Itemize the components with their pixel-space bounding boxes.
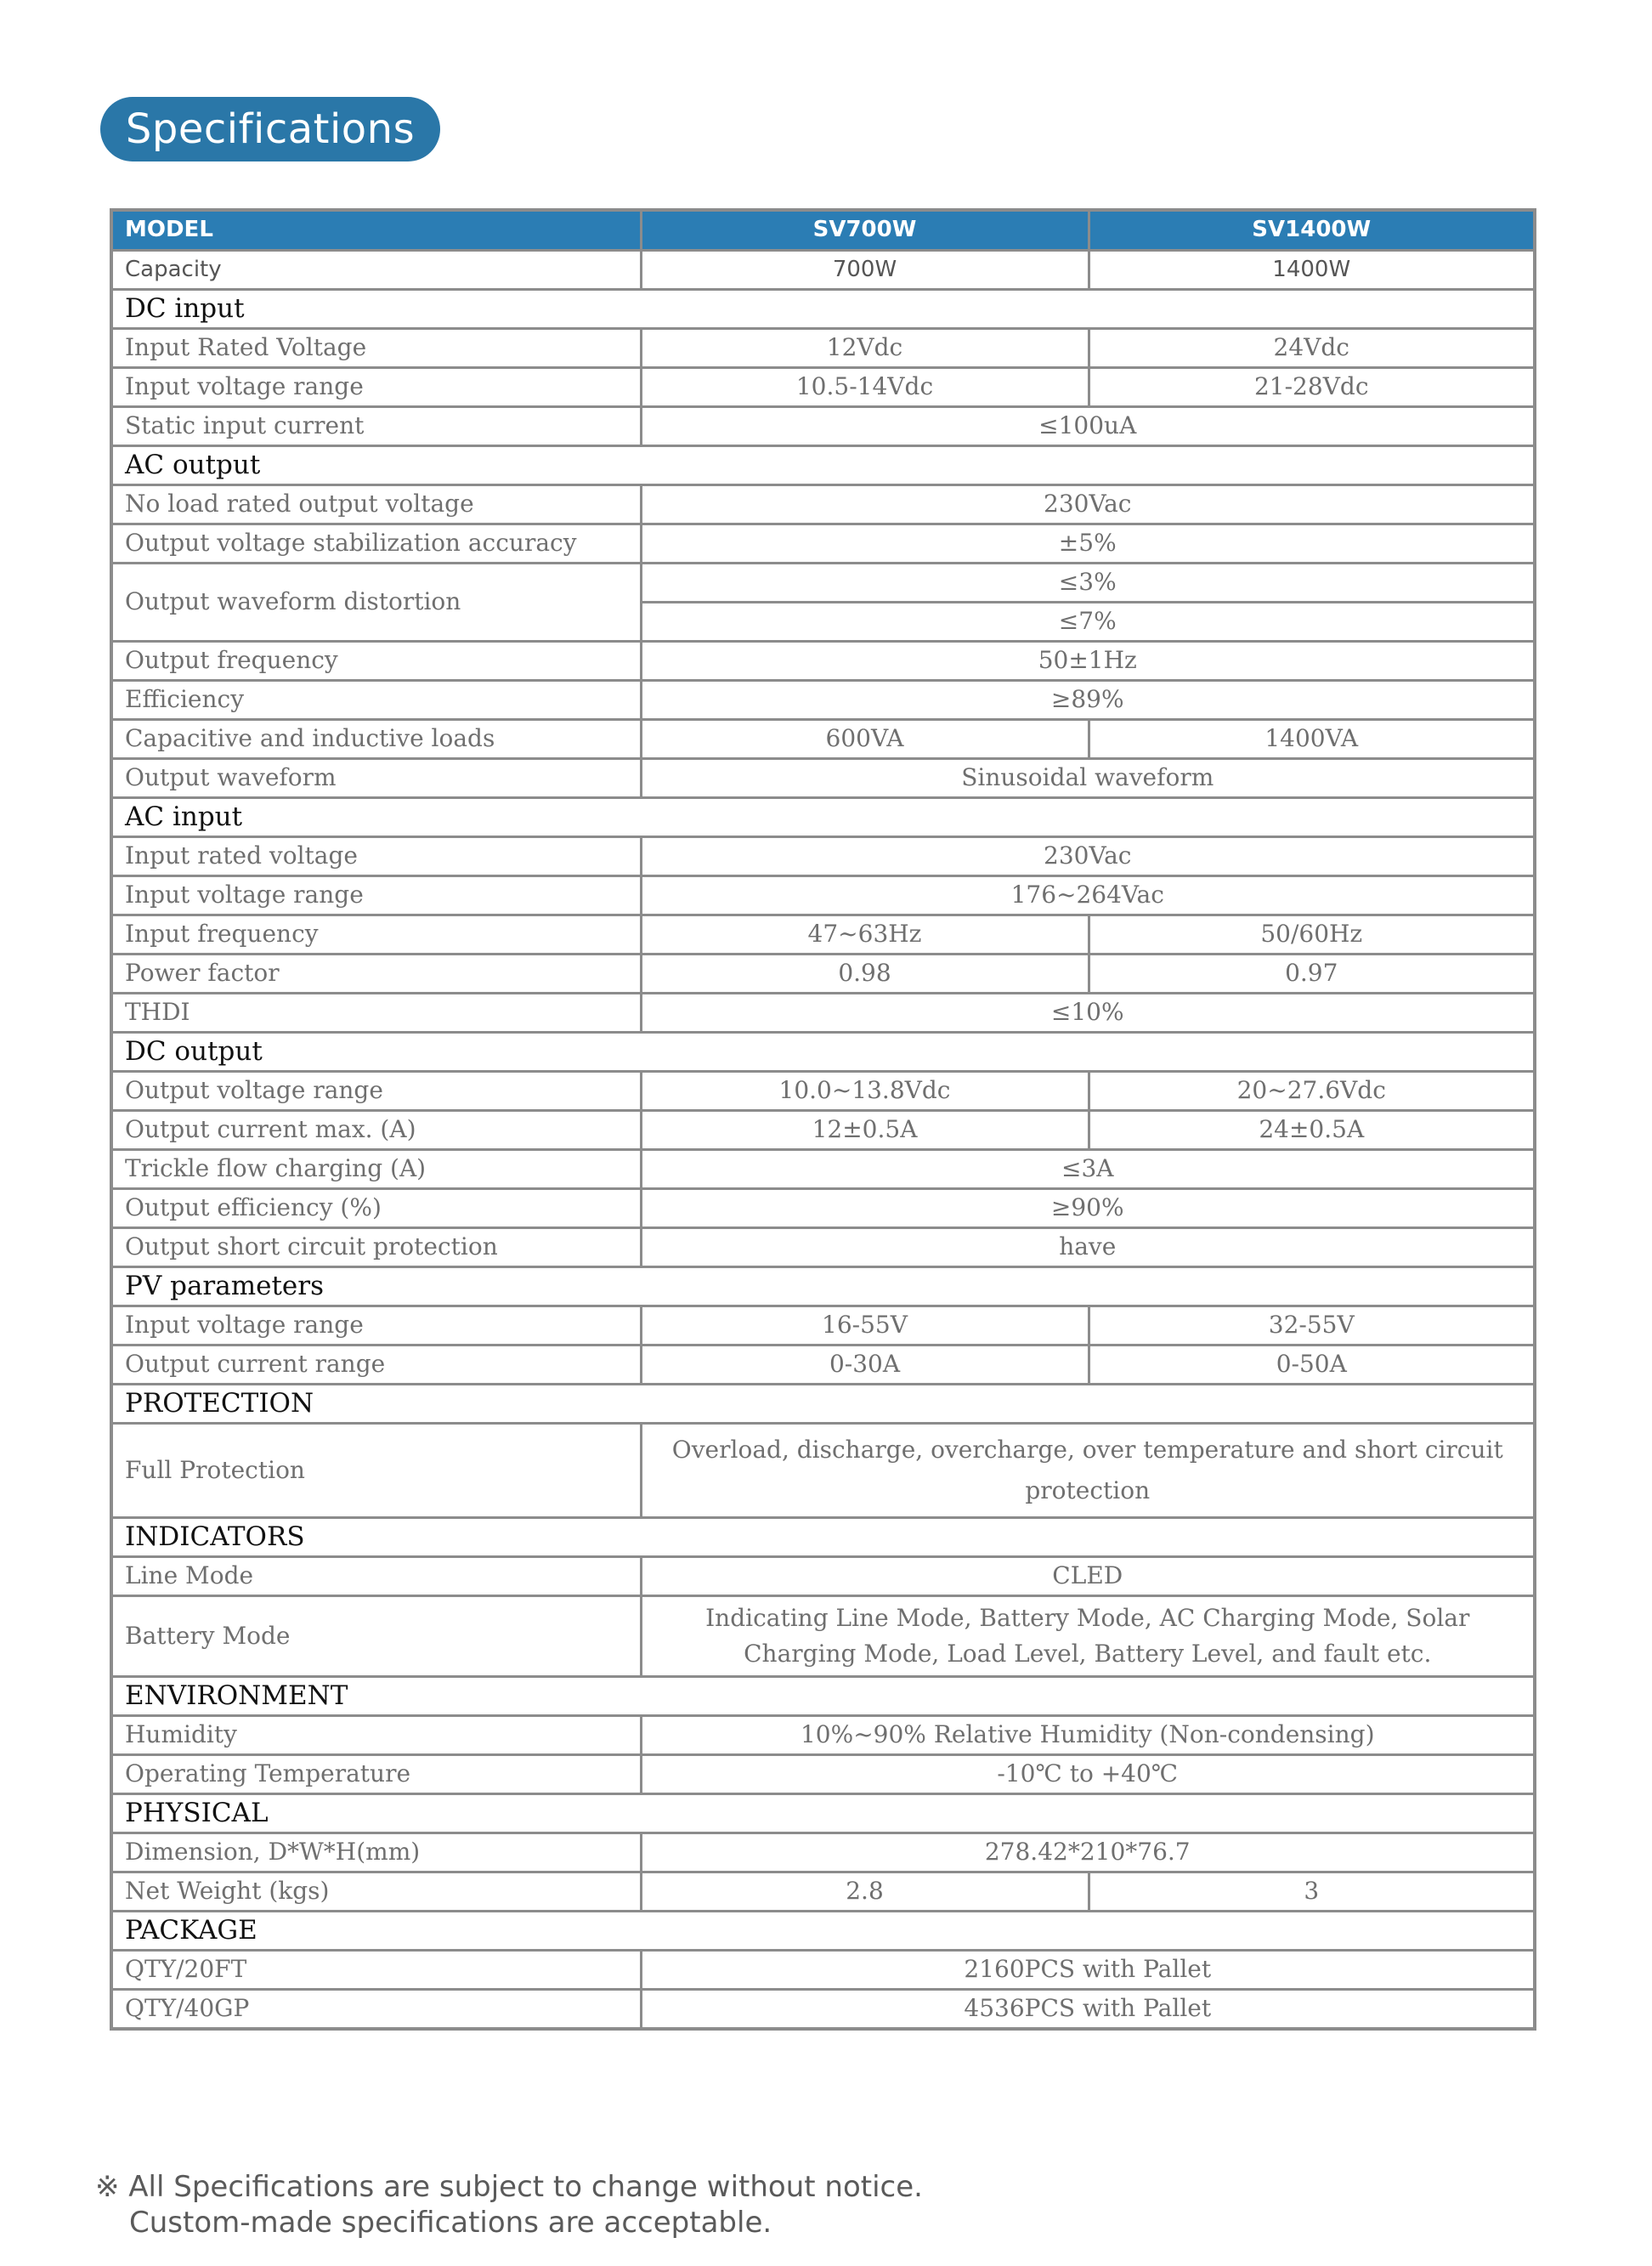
cell-value: 50±1Hz	[641, 642, 1535, 681]
row-label: Input voltage range	[111, 1306, 641, 1345]
section-heading-row	[111, 1385, 1535, 1424]
section-title: AC input	[111, 798, 1535, 837]
cell-value: 600VA	[641, 720, 1089, 759]
row-label: Humidity	[111, 1716, 641, 1755]
section-title: INDICATORS	[111, 1518, 1535, 1557]
cell-value: 10.5-14Vdc	[641, 368, 1089, 407]
table-row	[111, 1557, 1535, 1596]
cell-value: 176~264Vac	[641, 876, 1535, 915]
cell-value: 1400VA	[1089, 720, 1535, 759]
table-row	[111, 564, 1535, 603]
cell-value: 20~27.6Vdc	[1089, 1072, 1535, 1111]
cell-value: 0.98	[641, 955, 1089, 994]
cell-value: 24±0.5A	[1089, 1111, 1535, 1150]
table-row	[111, 1345, 1535, 1385]
cell-value: 700W	[641, 251, 1089, 290]
cell-value: Sinusoidal waveform	[641, 759, 1535, 798]
row-label: Trickle flow charging (A)	[111, 1150, 641, 1189]
cell-value: Indicating Line Mode, Battery Mode, AC Charging Mode, Solar Charging Mode, Load Level, Battery Level, and fault etc.	[641, 1596, 1535, 1677]
section-heading-row	[111, 290, 1535, 329]
table-row	[111, 876, 1535, 915]
cell-value: ≥90%	[641, 1189, 1535, 1228]
table-row	[111, 955, 1535, 994]
table-row	[111, 720, 1535, 759]
row-label: Input Rated Voltage	[111, 329, 641, 368]
cell-value: ±5%	[641, 524, 1535, 564]
row-label: Input rated voltage	[111, 837, 641, 876]
section-title: DC input	[111, 290, 1535, 329]
cell-value: 16-55V	[641, 1306, 1089, 1345]
row-label: Output voltage range	[111, 1072, 641, 1111]
table-header-row	[111, 210, 1535, 251]
cell-value: ≤100uA	[641, 407, 1535, 446]
cell-value: 21-28Vdc	[1089, 368, 1535, 407]
row-label: Output current max. (A)	[111, 1111, 641, 1150]
cell-value: 12Vdc	[641, 329, 1089, 368]
cell-value: Overload, discharge, overcharge, over temperature and short circuit protection	[641, 1424, 1535, 1518]
cell-value: 3	[1089, 1872, 1535, 1912]
section-title: AC output	[111, 446, 1535, 485]
cell-value: 4536PCS with Pallet	[641, 1990, 1535, 2030]
row-label: Capacitive and inductive loads	[111, 720, 641, 759]
row-label: Dimension, D*W*H(mm)	[111, 1833, 641, 1872]
row-label: Input voltage range	[111, 368, 641, 407]
table-row	[111, 251, 1535, 290]
section-title: PHYSICAL	[111, 1794, 1535, 1833]
cell-value: 2.8	[641, 1872, 1089, 1912]
row-label: QTY/20FT	[111, 1951, 641, 1990]
section-heading-row	[111, 446, 1535, 485]
cell-value: 0-30A	[641, 1345, 1089, 1385]
cell-value: ≥89%	[641, 681, 1535, 720]
table-row	[111, 1306, 1535, 1345]
table-row	[111, 1872, 1535, 1912]
cell-value: ≤7%	[641, 603, 1535, 642]
row-label: Output efficiency (%)	[111, 1189, 641, 1228]
cell-value: 10%~90% Relative Humidity (Non-condensing)	[641, 1716, 1535, 1755]
table-row	[111, 1833, 1535, 1872]
row-label: No load rated output voltage	[111, 485, 641, 524]
cell-value: ≤3%	[641, 564, 1535, 603]
footer-note-line-2: Custom-made specifications are acceptable.	[129, 2206, 772, 2240]
section-title: PACKAGE	[111, 1912, 1535, 1951]
table-row	[111, 681, 1535, 720]
cell-value: 12±0.5A	[641, 1111, 1089, 1150]
cell-value: 0.97	[1089, 955, 1535, 994]
cell-value: 50/60Hz	[1089, 915, 1535, 955]
footer-note-line-1: ※ All Specifications are subject to change without notice.	[95, 2170, 923, 2204]
section-heading-row	[111, 798, 1535, 837]
row-label: Output waveform	[111, 759, 641, 798]
cell-value: CLED	[641, 1557, 1535, 1596]
table-row	[111, 1228, 1535, 1267]
cell-value: ≤3A	[641, 1150, 1535, 1189]
row-label: Input voltage range	[111, 876, 641, 915]
cell-value: -10℃ to +40℃	[641, 1755, 1535, 1794]
row-label: Static input current	[111, 407, 641, 446]
row-label: Net Weight (kgs)	[111, 1872, 641, 1912]
section-heading-row	[111, 1677, 1535, 1716]
row-label: Output voltage stabilization accuracy	[111, 524, 641, 564]
table-row	[111, 994, 1535, 1033]
section-heading-row	[111, 1912, 1535, 1951]
section-title: ENVIRONMENT	[111, 1677, 1535, 1716]
header-model: MODEL	[111, 210, 641, 251]
specifications-table	[110, 208, 1536, 2031]
section-title: DC output	[111, 1033, 1535, 1072]
row-label: Output waveform distortion	[111, 564, 641, 642]
section-heading-row	[111, 1267, 1535, 1306]
cell-value: 47~63Hz	[641, 915, 1089, 955]
row-label: Battery Mode	[111, 1596, 641, 1677]
cell-value: 230Vac	[641, 485, 1535, 524]
table-row	[111, 1072, 1535, 1111]
row-label: Full Protection	[111, 1424, 641, 1518]
table-row	[111, 1990, 1535, 2030]
header-sv1400w: SV1400W	[1089, 210, 1535, 251]
table-row	[111, 1424, 1535, 1518]
section-heading-row	[111, 1033, 1535, 1072]
row-label: THDI	[111, 994, 641, 1033]
table-row	[111, 642, 1535, 681]
row-label: Capacity	[111, 251, 641, 290]
header-sv700w: SV700W	[641, 210, 1089, 251]
row-label: Line Mode	[111, 1557, 641, 1596]
cell-value: 278.42*210*76.7	[641, 1833, 1535, 1872]
table-row	[111, 1111, 1535, 1150]
table-row	[111, 407, 1535, 446]
table-row	[111, 915, 1535, 955]
section-title: PROTECTION	[111, 1385, 1535, 1424]
table-row	[111, 1596, 1535, 1677]
row-label: Input frequency	[111, 915, 641, 955]
table-row	[111, 329, 1535, 368]
cell-value: 24Vdc	[1089, 329, 1535, 368]
section-heading-row	[111, 1518, 1535, 1557]
row-label: Power factor	[111, 955, 641, 994]
table-row	[111, 368, 1535, 407]
table-row	[111, 1716, 1535, 1755]
cell-value: 2160PCS with Pallet	[641, 1951, 1535, 1990]
cell-value: 230Vac	[641, 837, 1535, 876]
cell-value: 1400W	[1089, 251, 1535, 290]
table-row	[111, 485, 1535, 524]
cell-value: 10.0~13.8Vdc	[641, 1072, 1089, 1111]
table-row	[111, 1189, 1535, 1228]
row-label: QTY/40GP	[111, 1990, 641, 2030]
cell-value: ≤10%	[641, 994, 1535, 1033]
table-row	[111, 759, 1535, 798]
footer-note	[95, 2169, 923, 2241]
page-title: Specifications	[100, 97, 440, 161]
cell-value: 32-55V	[1089, 1306, 1535, 1345]
row-label: Output short circuit protection	[111, 1228, 641, 1267]
table-row	[111, 837, 1535, 876]
cell-value: have	[641, 1228, 1535, 1267]
row-label: Operating Temperature	[111, 1755, 641, 1794]
table-row	[111, 1150, 1535, 1189]
table-row	[111, 1951, 1535, 1990]
table-row	[111, 524, 1535, 564]
row-label: Output frequency	[111, 642, 641, 681]
section-title: PV parameters	[111, 1267, 1535, 1306]
cell-value: 0-50A	[1089, 1345, 1535, 1385]
row-label: Efficiency	[111, 681, 641, 720]
row-label: Output current range	[111, 1345, 641, 1385]
table-row	[111, 1755, 1535, 1794]
section-heading-row	[111, 1794, 1535, 1833]
